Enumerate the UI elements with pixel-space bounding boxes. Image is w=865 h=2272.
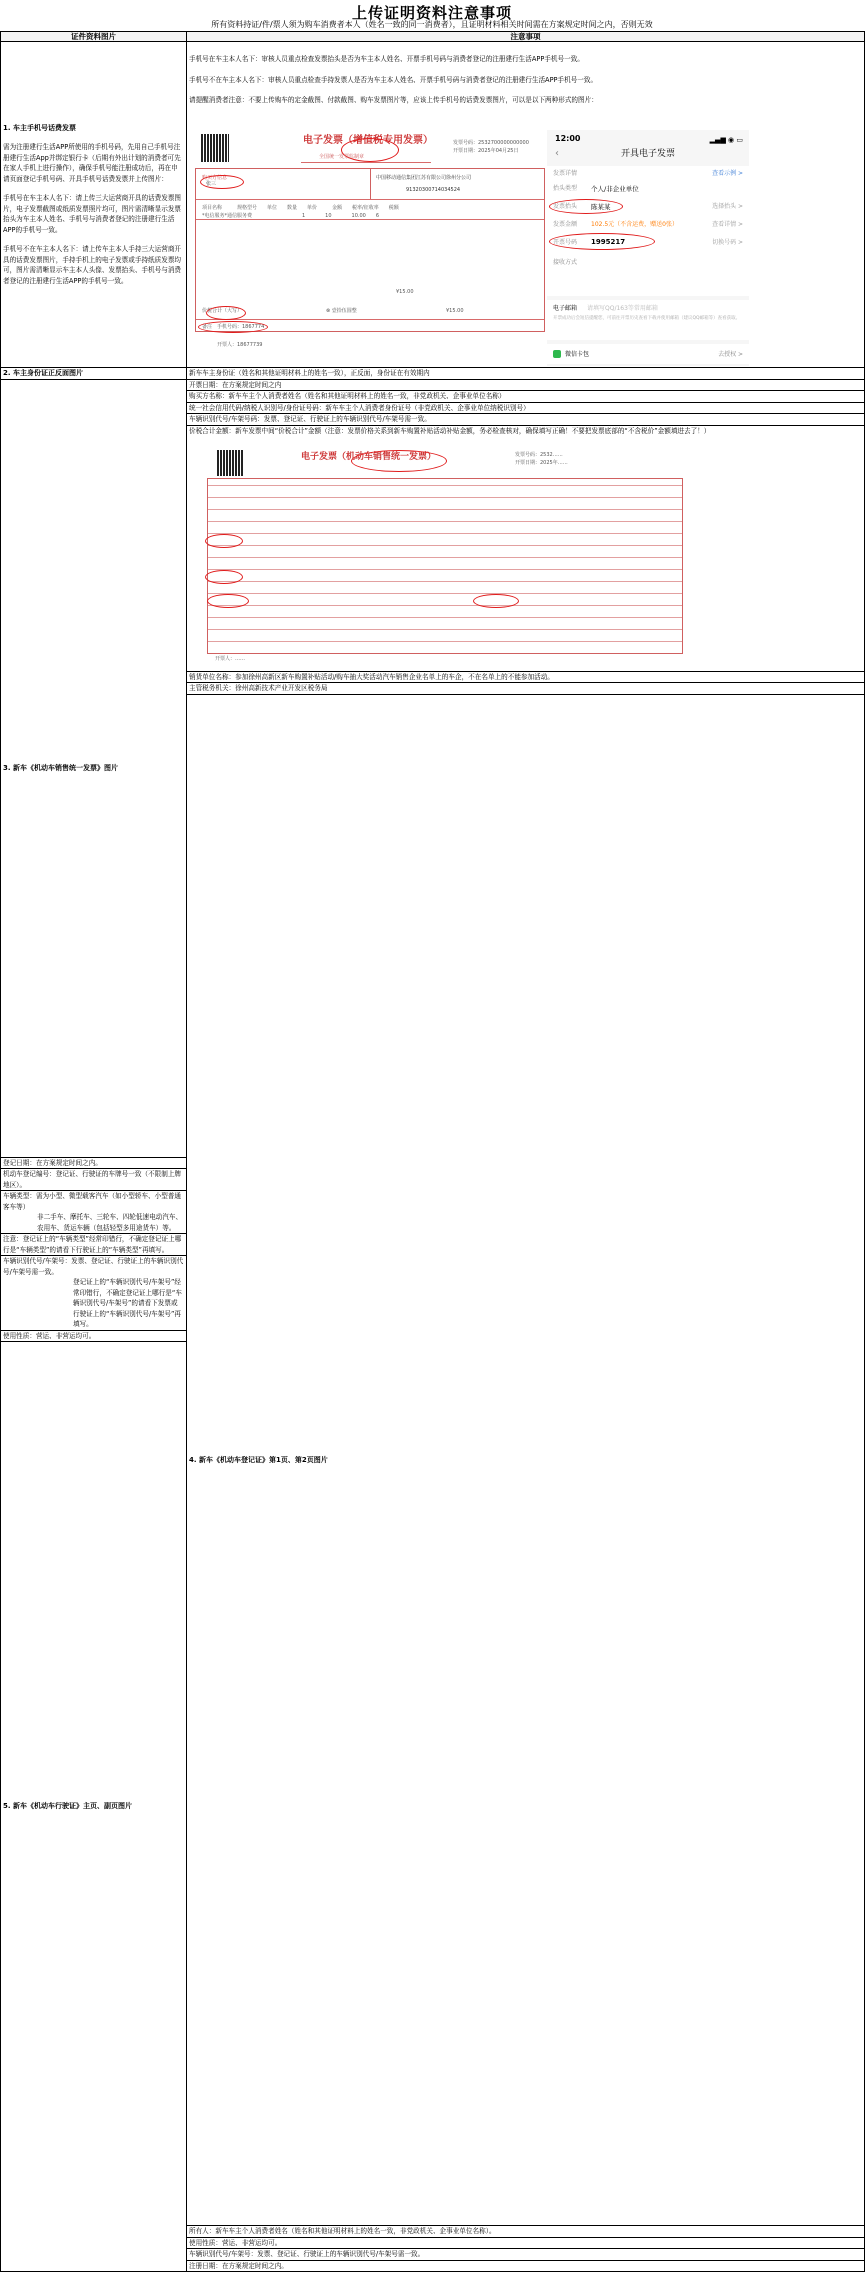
id-oval xyxy=(205,534,243,548)
section3-row-1: 购买方名称：新车车主个人消费者姓名（姓名和其他证明材料上的姓名一致，非党政机关、企事业单位名称） xyxy=(187,391,865,403)
section3-left xyxy=(1,379,187,1157)
wechat-label: 微信卡包 xyxy=(565,351,590,358)
phone-value: 1995217 xyxy=(591,238,626,246)
amount-value: 102.5元（不含运费，赠送0张） xyxy=(591,221,678,228)
section5-row-5: 车辆识别代号/车架号：发票、登记证、行驶证上的车辆识别代号/车架号需一致。 xyxy=(187,2249,865,2261)
amount-detail-link[interactable]: 查看详情 > xyxy=(712,221,743,228)
name-oval xyxy=(549,199,623,214)
phone-number-oval xyxy=(198,321,268,333)
buyer-name: 张三 xyxy=(206,181,217,187)
vehicle-invoice-grid xyxy=(207,478,683,654)
section4-row-8: 使用性质：营运、非营运均可。 xyxy=(1,1330,187,1342)
section3-row-3: 车辆识别代号/车架号码：发票、登记证、行驶证上的车辆识别代号/车架号需一致。 xyxy=(187,414,865,426)
section1-left-p2: 手机号在车主本人名下：请上传三大运营商开具的话费发票图片，电子发票截图或纸质发票照片均可，图片需清晰显示发票抬头为车主本人姓名、手机号与消费者登记的注册建行生活APP的手机号一致。 xyxy=(3,194,182,234)
section1-right xyxy=(187,42,865,368)
phone-header: 开具电子发票 xyxy=(620,149,675,159)
back-icon[interactable]: ‹ xyxy=(555,148,559,159)
section3-row-2: 统一社会信用代码/纳税人识别号/身份证号码：新车车主个人消费者身份证号（非党政机关、企事业单位纳税识别号） xyxy=(187,402,865,414)
vehicle-invoice-date: 开票日期：2025年…… xyxy=(515,459,568,466)
type-value: 个人/非企业单位 xyxy=(591,185,639,193)
section5-row-3: 所有人：新车车主个人消费者姓名（姓名和其他证明材料上的姓名一致，非党政机关、企事业单位名称）。 xyxy=(187,2226,865,2238)
authorize-link[interactable]: 去授权 > xyxy=(718,351,743,358)
section4-row-1: 登记日期：在方案规定时间之内。 xyxy=(1,1157,187,1169)
seller-id: 91320300714034524 xyxy=(406,187,461,193)
buyer-name-oval xyxy=(200,175,244,189)
wechat-card xyxy=(547,344,749,364)
tax-total-note: 价税合计金额：新车发票中间“价税合计”金额（注意：发票价格关系到新车购置补贴活动补贴金额，务必检查核对，确保填写正确！不要把发票底部的“不含税价”金额填进去了！） xyxy=(189,426,711,435)
vehicle-type-line2: 非二手车、摩托车、三轮车、四轮低速电动汽车、农用车、货运车辆（包括轻型多用途货车）等。 xyxy=(37,1213,183,1232)
vehicle-invoice-number: 发票号码：2532…… xyxy=(515,451,563,458)
invoice-number: 发票号码：2532700000000000 xyxy=(453,140,529,146)
section4-left xyxy=(187,694,865,2226)
page-subtitle: 所有资料持证/件/票人须为购车消费者本人（姓名一致的同一消费者），且证明材料相关时间需在方案规定时间之内，否则无效 xyxy=(211,20,653,29)
invoice-stamp-text: 全国统一发票监制章 xyxy=(319,154,365,160)
email-input[interactable]: 请填写QQ/163等常用邮箱 xyxy=(587,305,658,312)
vehicle-invoice-title: 电子发票（机动车销售统一发票） xyxy=(301,451,437,462)
vehicle-invoice-title-oval xyxy=(351,450,447,472)
type-label: 抬头类型 xyxy=(553,185,578,192)
page-title: 上传证明资料注意事项 xyxy=(351,4,512,22)
phone-bill-invoice-image xyxy=(191,130,547,362)
section1-left xyxy=(1,42,187,368)
status-time: 12:00 xyxy=(555,134,581,143)
qr-code-icon xyxy=(201,134,229,162)
invoice-title: 电子发票（增值税专用发票） xyxy=(303,135,433,146)
tax-total-oval xyxy=(206,306,246,320)
section1-right-p3: 请提醒消费者注意：不要上传购车的定金截图、付款截图、购车发票图片等，应该上传手机号的话费发票图片，可以是以下两种形式的图片： xyxy=(189,96,598,104)
view-sample-link[interactable]: 查看示例 > xyxy=(712,170,743,177)
requirements-table xyxy=(0,31,865,2272)
status-icons: ▂▄▆ ◉ ▭ xyxy=(709,136,743,144)
vehicle-invoice-image xyxy=(215,442,687,666)
section4-heading: 4. 新车《机动车登记证》第1页、第2页图片 xyxy=(189,1455,328,1464)
choose-title-link[interactable]: 选择抬头 > xyxy=(712,203,743,210)
section1-right-p1: 手机号在车主本人名下：审核人员重点检查发票抬头是否为车主本人姓名、开票手机号码与消费者登记的注册建行生活APP手机号一致。 xyxy=(189,55,584,63)
section1-left-p1: 需为注册建行生活APP所使用的手机号码，先用自己手机号注册建行生活App并绑定银行卡（后期有外出计划的消费者可先在家人手机上进行操作），确保手机号能注册成功后，再在申请页面登记手机号码、开具手机号话费发票并上传图片： xyxy=(3,143,181,183)
seller-name: 中国移动通信集团江苏有限公司徐州分公司 xyxy=(376,175,472,181)
switch-number-link[interactable]: 切换号码 > xyxy=(712,239,743,246)
section5-row-6: 注册日期：在方案规定时间之内。 xyxy=(187,2260,865,2272)
section4-row-2: 机动车登记编号：登记证、行驶证的车牌号一致（不限制上牌地区）。 xyxy=(1,1169,187,1191)
vehicle-type-line1: 车辆类型：需为小型、微型载客汽车（如小型轿车、小型普通客车等） xyxy=(3,1192,182,1211)
invoice-date: 开票日期：2025年04月25日 xyxy=(453,148,519,154)
phone-oval xyxy=(549,233,655,250)
section2-note: 新车车主身份证（姓名和其他证明材料上的姓名一致），正反面，身份证在有效期内 xyxy=(187,368,865,380)
section1-heading: 1. 车主手机号话费发票 xyxy=(3,123,76,132)
invoice-total: ¥15.00 xyxy=(446,308,464,314)
title-underline xyxy=(301,162,431,163)
name-value: 陈某某 xyxy=(591,203,611,211)
section1-left-p3: 手机号不在车主本人名下：请上传车主本人手持三大运营商开具的话费发票图片，手持手机上的电子发票或手持纸质发票均可，图片需清晰显示车主本人头像、发票抬头、手机号与消费者登记的注册建行生活APP的手机号一致。 xyxy=(3,245,182,285)
section4-row-5: 注意：登记证上的“车辆类型”经常印错行，不确定登记证上哪行是“车辆类型”的请看下行驶证上的“车辆类型”再填写。 xyxy=(1,1234,187,1256)
vehicle-invoice-footer: 开票人：…… xyxy=(215,655,246,662)
phone-label: 开票号码 xyxy=(553,239,578,246)
section2-heading: 2. 车主身份证正反面图片 xyxy=(3,369,83,377)
section1-right-p2: 手机号不在车主本人名下：审核人员重点检查手持发票人是否为车主本人姓名、开票手机号码与消费者登记的注册建行生活APP手机号一致。 xyxy=(189,75,598,84)
vin-line2: 登记证上的“车辆识别代号/车架号”经常印错行，不确定登记证上哪行是“车辆识别代号/车架号”的请看下发票或行驶证上的“车辆识别代号/车架号”再填写。 xyxy=(73,1278,182,1328)
receive-label: 接收方式 xyxy=(553,259,578,266)
amount-label: 发票金额 xyxy=(553,221,578,228)
section5-left xyxy=(1,1342,187,2272)
phone-screenshot xyxy=(547,130,749,366)
price-value-oval xyxy=(473,594,519,608)
vehicle-qr-icon xyxy=(217,450,243,476)
invoice-drawer: 开票人：18677739 xyxy=(217,342,263,348)
invoice-detail-card xyxy=(547,166,749,296)
detail-label: 发票详情 xyxy=(553,170,578,177)
price-label-oval xyxy=(207,594,249,608)
vin-line1: 车辆识别代号/车架号：发票、登记证、行驶证上的车辆识别代号/车架号需一致。 xyxy=(3,1257,184,1276)
section4-row-3 xyxy=(1,1191,187,1234)
section5-row-4: 使用性质：营运、非营运均可。 xyxy=(187,2237,865,2249)
section2-left xyxy=(1,368,187,380)
header-left: 证件资料图片 xyxy=(1,32,187,42)
section3-tax-row: 主管税务机关：徐州高新技术产业开发区税务局 xyxy=(187,683,865,695)
receive-card xyxy=(547,300,749,340)
header-right: 注意事项 xyxy=(187,32,865,42)
section4-row-6 xyxy=(1,1256,187,1331)
email-label: 电子邮箱 xyxy=(553,305,578,312)
section3-seller-row xyxy=(187,671,865,683)
wechat-icon xyxy=(553,350,561,358)
section3-heading: 3. 新车《机动车销售统一发票》图片 xyxy=(3,763,118,772)
name-label: 发票抬头 xyxy=(553,203,578,210)
seller-row-text: 销货单位名称：参加徐州高新区新车购置补贴活动/购车抽大奖活动汽车销售企业名单上的车企，不在名单上的不能参加活动。 xyxy=(189,672,554,681)
section3-row-4 xyxy=(187,425,865,671)
notice-text: 开票成功后会短信提醒您，可前往开票历史查看下载并使用邮箱（建议QQ邮箱等）查看获取。 xyxy=(553,316,741,321)
section5-heading: 5. 新车《机动车行驶证》主页、副页图片 xyxy=(3,1802,132,1811)
invoice-body: 购买方信息 张三 中国移动通信集团江苏有限公司徐州分公司 91320300714034524 项目名称 规格型号 单位 数量 单价 金额 税率/征收率 税额 *电信服务*通信服务费 1 10 10.00 6 ¥15.00 价税合计（大写） ⊗ 壹拾伍圆整 ¥15.00 备注 手机号码：1867774 xyxy=(195,168,545,332)
section3-row-0: 开票日期：在方案规定时间之内 xyxy=(187,379,865,391)
vin-oval xyxy=(205,570,243,584)
